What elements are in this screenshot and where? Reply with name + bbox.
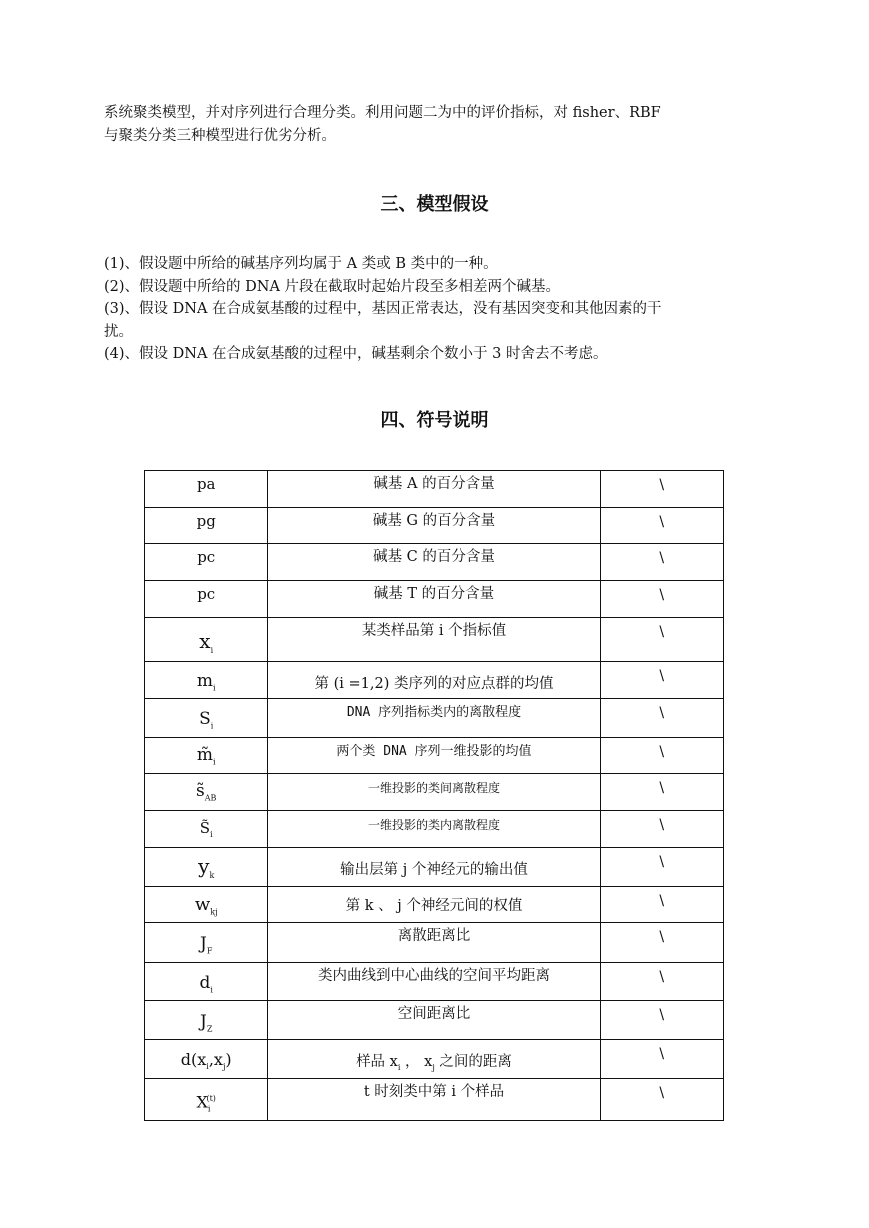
- table-row: [145, 1040, 724, 1079]
- symbol-table: [144, 470, 724, 1121]
- unit-cell: \: [659, 743, 665, 760]
- description-cell: 碱基 C 的百分含量: [373, 549, 495, 566]
- unit-cell: \: [659, 892, 665, 909]
- table-row: [145, 617, 724, 661]
- intro-line-2: 与聚类分类三种模型进行优劣分析。: [104, 128, 336, 144]
- description-cell: t 时刻类中第 i 个样品: [363, 1084, 505, 1101]
- symbol-cell: pc: [197, 548, 216, 567]
- assumption-item-2: (2)、假设题中所给的 DNA 片段在截取时起始片段至多相差两个碱基。: [104, 278, 561, 295]
- unit-cell: \: [659, 623, 665, 640]
- unit-cell: \: [659, 780, 665, 797]
- symbol-cell: $S̃_i$: [199, 818, 213, 839]
- description-cell: 碱基 A 的百分含量: [373, 476, 495, 492]
- description-cell: 一维投影的类间离散程度: [367, 781, 500, 796]
- description-cell: 某类样品第 i 个指标值: [361, 622, 507, 639]
- table-row: [145, 923, 724, 962]
- assumption-item-1: (1)、假设题中所给的碱基序列均属于 A 类或 B 类中的一种。: [104, 256, 498, 272]
- symbol-cell: $m_i$: [196, 670, 216, 693]
- description-cell: 碱基 G 的百分含量: [372, 512, 496, 529]
- symbol-cell: $J_Z$: [200, 1012, 213, 1034]
- description-cell: 第 k 、 j 个神经元间的权值: [345, 897, 523, 914]
- description-cell: 碱基 T 的百分含量: [373, 586, 495, 603]
- symbol-cell: $S_i$: [199, 709, 214, 731]
- symbol-cell: $y_k$: [198, 853, 215, 880]
- description-cell: 空间距离比: [397, 1006, 471, 1023]
- table-row: [145, 544, 724, 581]
- description-cell: 样品 $x_i$ ， $x_j$ 之间的距离: [356, 1054, 512, 1073]
- unit-cell: \: [659, 968, 665, 985]
- unit-cell: \: [659, 929, 665, 946]
- description-cell: DNA 序列指标类内的离散程度: [346, 705, 522, 721]
- table-row: [145, 581, 724, 618]
- unit-cell: \: [659, 705, 665, 722]
- description-cell: 一维投影的类内离散程度: [367, 817, 500, 832]
- symbol-cell: $s̃_{AB}$: [196, 781, 217, 803]
- intro-line-1: 系统聚类模型，并对序列进行合理分类。利用问题二为中的评价指标，对 fisher、RBF: [104, 105, 661, 121]
- unit-cell: \: [659, 816, 665, 833]
- unit-cell: \: [659, 477, 665, 493]
- unit-cell: \: [659, 853, 665, 870]
- table-row: [145, 699, 724, 737]
- table-row: [145, 774, 724, 811]
- symbol-cell: $J_F$: [200, 934, 213, 956]
- table-row: [145, 507, 724, 544]
- description-cell: 第 (i =1,2) 类序列的对应点群的均值: [314, 675, 554, 692]
- table-row: [145, 471, 724, 508]
- table-row: [145, 737, 724, 774]
- symbol-cell: pa: [196, 475, 216, 493]
- description-cell: 输出层第 j 个神经元的输出值: [340, 861, 528, 878]
- symbol-cell: $m̃_i$: [196, 744, 216, 766]
- symbol-cell: pg: [196, 511, 216, 530]
- table-row: [145, 886, 724, 923]
- assumption-item-3-cont: 扰。: [104, 323, 133, 340]
- symbol-cell: $d_i$: [199, 972, 213, 995]
- description-cell: 离散距离比: [397, 928, 471, 945]
- symbol-cell: $w_{kj}$: [194, 893, 218, 917]
- symbol-cell: pc: [197, 585, 216, 604]
- table-row: [145, 847, 724, 886]
- unit-cell: \: [659, 513, 665, 530]
- unit-cell: \: [659, 1007, 665, 1024]
- table-row: [145, 661, 724, 698]
- symbol-cell: $x_i$: [199, 628, 214, 655]
- table-row: [145, 810, 724, 847]
- unit-cell: \: [659, 587, 665, 604]
- description-cell: 两个类 DNA 序列一维投影的均值: [336, 743, 532, 759]
- assumption-item-4: (4)、假设 DNA 在合成氨基酸的过程中，碱基剩余个数小于 3 时舍去不考虑。: [104, 346, 608, 362]
- table-row: [145, 962, 724, 1000]
- unit-cell: \: [659, 667, 665, 684]
- description-cell: 类内曲线到中心曲线的空间平均距离: [317, 967, 550, 984]
- table-row: [145, 1001, 724, 1040]
- symbol-cell: $d(x_i,x_j)$: [180, 1050, 232, 1072]
- assumptions-list: [104, 253, 768, 366]
- intro-paragraph: [104, 102, 768, 148]
- unit-cell: \: [659, 1085, 665, 1102]
- symbol-cell: $X_i^{(t)}$: [196, 1092, 216, 1114]
- section-title-assumptions: 三、模型假设: [380, 194, 489, 215]
- unit-cell: \: [659, 1046, 665, 1063]
- unit-cell: \: [659, 550, 665, 567]
- assumption-item-3: (3)、假设 DNA 在合成氨基酸的过程中，基因正常表达，没有基因突变和其他因素的干: [104, 301, 662, 317]
- table-row: [145, 1079, 724, 1121]
- section-title-symbols: 四、符号说明: [380, 410, 489, 431]
